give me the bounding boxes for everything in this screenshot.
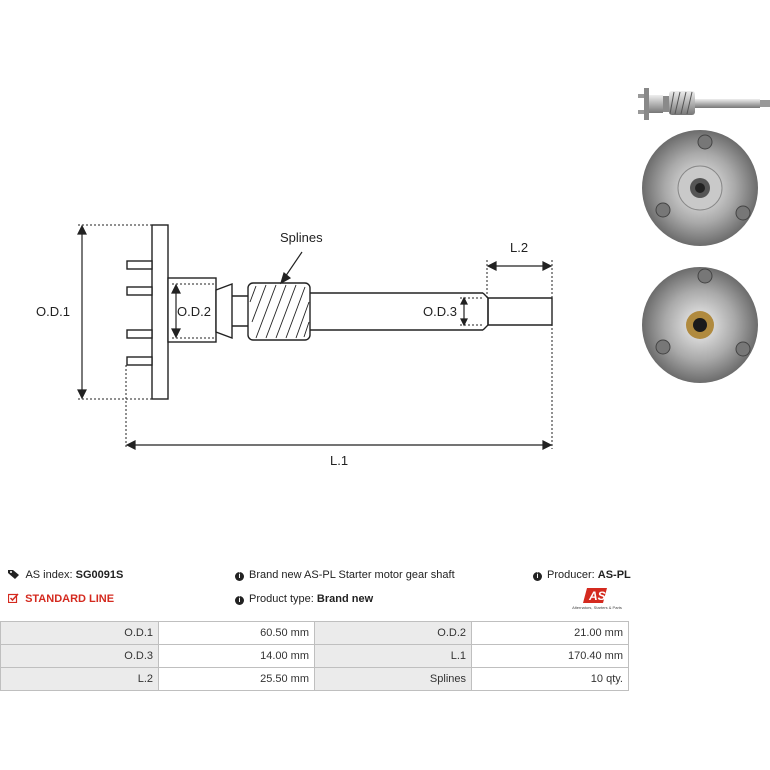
tag-icon bbox=[8, 569, 20, 582]
spec-key: O.D.2 bbox=[315, 622, 472, 645]
label-l1: L.1 bbox=[330, 453, 349, 468]
label-od1: O.D.1 bbox=[36, 304, 70, 319]
product-type bbox=[235, 593, 373, 605]
description bbox=[235, 569, 455, 581]
as-pl-logo bbox=[565, 586, 629, 614]
as-index bbox=[8, 569, 123, 582]
spec-value: 21.00 mm bbox=[472, 622, 629, 645]
back-view-photo bbox=[642, 267, 758, 383]
as-index-value: SG0091S bbox=[75, 569, 124, 581]
spec-key: O.D.1 bbox=[1, 622, 159, 645]
spec-key: L.1 bbox=[315, 645, 472, 668]
spec-value: 25.50 mm bbox=[159, 668, 315, 691]
table-row bbox=[1, 622, 629, 645]
product-type-value: Brand new bbox=[316, 593, 374, 605]
label-od3: O.D.3 bbox=[423, 304, 457, 319]
spec-key: Splines bbox=[315, 668, 472, 691]
product-type-label: Product type: bbox=[249, 593, 314, 605]
product-line bbox=[8, 593, 114, 606]
svg-text:AS: AS bbox=[589, 589, 606, 603]
logo-tagline: Alternators, Starters & Parts bbox=[572, 605, 622, 610]
table-row bbox=[1, 668, 629, 691]
checkbox-check-icon bbox=[8, 593, 19, 606]
info-icon: i bbox=[533, 572, 542, 581]
spec-key: L.2 bbox=[1, 668, 159, 691]
producer-label: Producer: bbox=[547, 569, 595, 581]
producer-value: AS-PL bbox=[597, 569, 631, 581]
product-line-label: STANDARD LINE bbox=[25, 593, 115, 605]
flange bbox=[152, 225, 168, 399]
spec-value: 60.50 mm bbox=[159, 622, 315, 645]
side-view-photo bbox=[638, 88, 770, 120]
label-splines: Splines bbox=[280, 230, 323, 245]
producer bbox=[533, 569, 631, 581]
info-icon: i bbox=[235, 596, 244, 605]
info-icon: i bbox=[235, 572, 244, 581]
specs-table bbox=[0, 621, 629, 691]
spec-value: 14.00 mm bbox=[159, 645, 315, 668]
gear bbox=[248, 283, 310, 340]
product-photos bbox=[630, 70, 770, 410]
label-l2: L.2 bbox=[510, 240, 529, 255]
as-index-label: AS index: bbox=[25, 569, 73, 581]
table-row bbox=[1, 645, 629, 668]
spec-key: O.D.3 bbox=[1, 645, 159, 668]
front-view-photo bbox=[642, 130, 758, 246]
label-od2: O.D.2 bbox=[177, 304, 211, 319]
description-text: Brand new AS-PL Starter motor gear shaft bbox=[249, 569, 455, 581]
spec-value: 10 qty. bbox=[472, 668, 629, 691]
spec-value: 170.40 mm bbox=[472, 645, 629, 668]
